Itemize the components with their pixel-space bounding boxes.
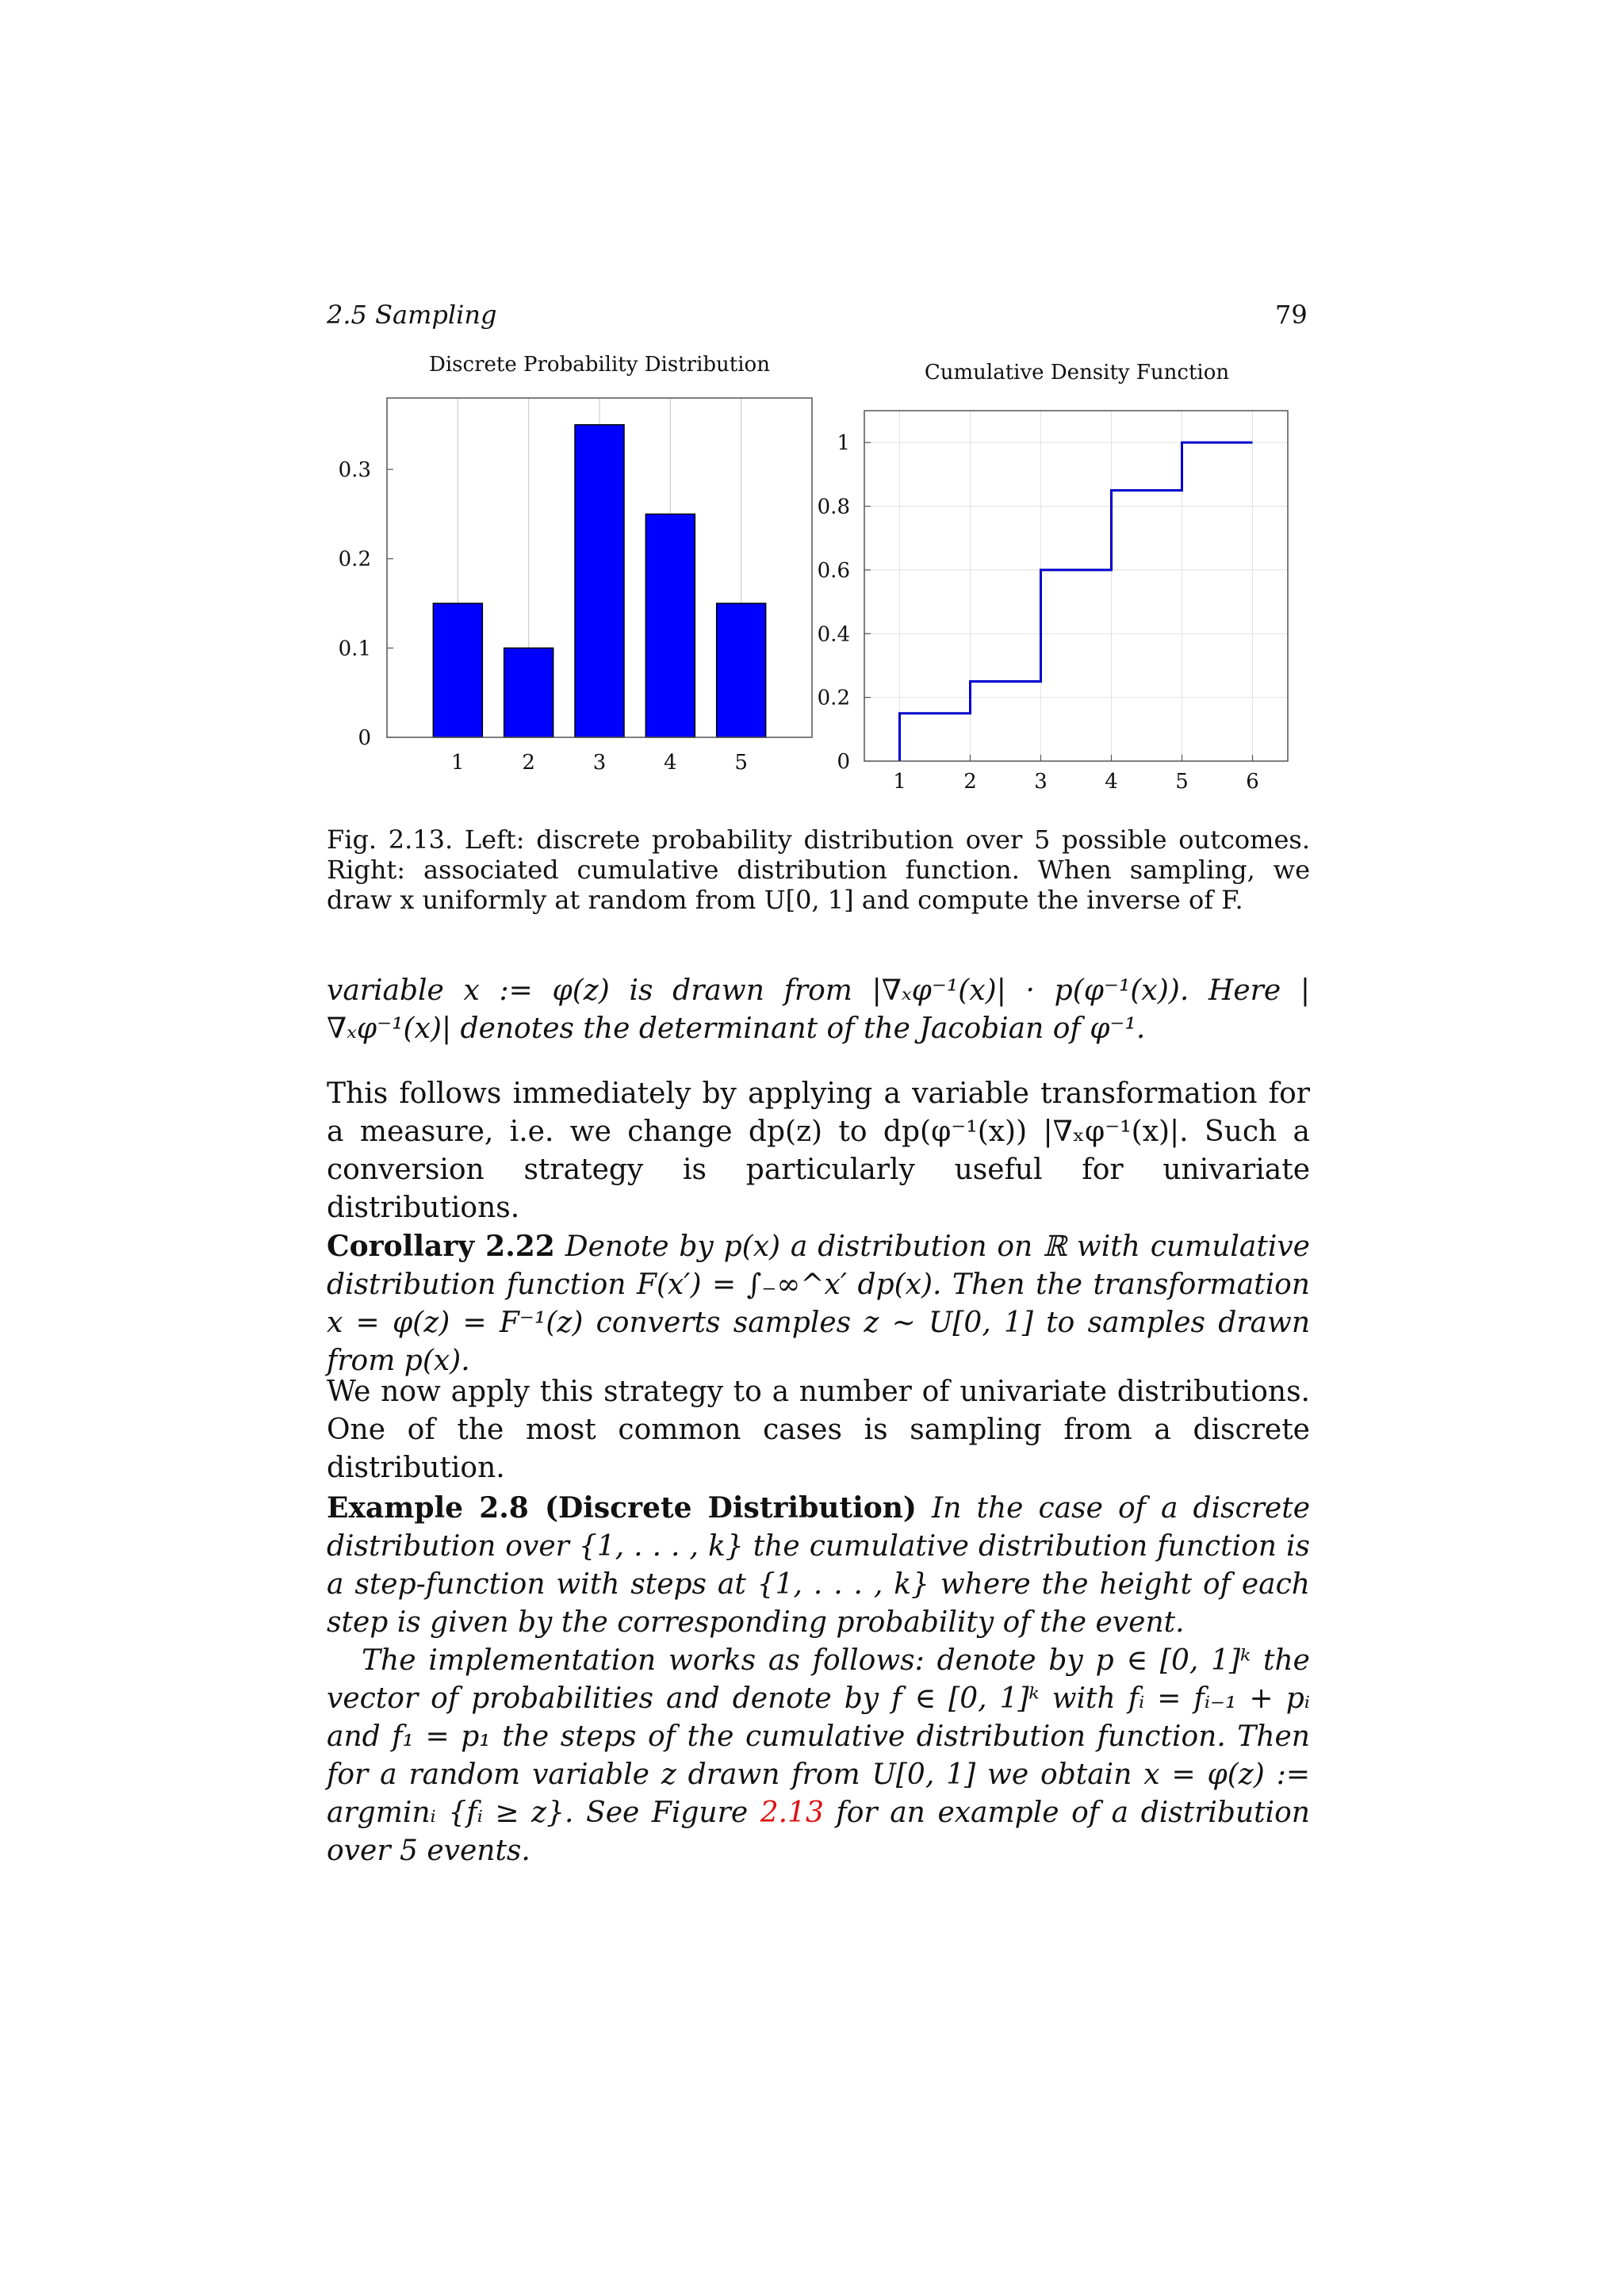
theorem-continuation: variable x := φ(z) is drawn from |∇ₓφ⁻¹(x)| · p(φ⁻¹(x)). Here |∇ₓφ⁻¹(x)| denotes the determinant of the Jacobian of φ⁻¹.: [327, 974, 1310, 1045]
bar-y-tick-label: 0.2: [338, 547, 371, 572]
cdf-x-tick-label: 2: [963, 770, 977, 794]
cdf-x-tick-label: 3: [1034, 770, 1048, 794]
example-implementation-text: The implementation works as follows: denote by p ∈ [0, 1]ᵏ the vector of probabilities and denote by f ∈ [0, 1]ᵏ with fᵢ = fᵢ₋₁ + pᵢ and f₁ = p₁ the steps of the cumulative distribution function. Then for a random variable z drawn from U[0, 1] we obtain x = φ(z) := argminᵢ {fᵢ ≥ z}. See Figure: [327, 1644, 1310, 1829]
bar-x-tick-label: 4: [664, 751, 677, 775]
bar-5: [717, 603, 766, 737]
cdf-plot-frame: [864, 411, 1288, 761]
bar-x-tick-label: 3: [592, 751, 607, 775]
figure-ref-link[interactable]: 2.13: [760, 1797, 824, 1829]
corollary-block: [327, 1227, 1310, 1380]
cdf-x-tick-label: 5: [1175, 770, 1189, 794]
caption-text: Left: discrete probability distribution over 5 possible outcomes. Right: associated cumulative distribution function. When sampling, we draw x uniformly at random from U[0, 1] and compute the inverse of F.: [327, 825, 1311, 915]
paragraph-transformation: This follows immediately by applying a variable transformation for a measure, i.e. we change dp(z) to dp(φ⁻¹(x)) |∇ₓφ⁻¹(x)|. Such a conversion strategy is particularly useful for univariate distributions.: [327, 1077, 1310, 1224]
bar-4: [645, 514, 695, 737]
example-block: [327, 1489, 1310, 1870]
bar-y-tick-label: 0.1: [338, 637, 371, 661]
example-implementation: [327, 1642, 1310, 1870]
bar-chart-title: Discrete Probability Distribution: [429, 353, 770, 377]
bar-y-tick-label: 0: [358, 726, 371, 750]
paragraph-univariate: We now apply this strategy to a number of univariate distributions. One of the most common cases is sampling from a discrete distribution.: [327, 1376, 1310, 1484]
corollary-text: Denote by p(x) a distribution on ℝ with cumulative distribution function F(x′) = ∫₋∞^x′ dp(x). Then the transformation x = φ(z) = F⁻¹(z) converts samples z ∼ U[0, 1] to samples drawn from p(x).: [327, 1230, 1310, 1377]
bar-x-tick-label: 5: [734, 751, 748, 775]
cdf-y-tick-label: 0: [837, 750, 850, 774]
cdf-chart-title: Cumulative Density Function: [924, 361, 1230, 385]
cdf-y-tick-label: 1: [837, 431, 850, 456]
corollary-label: Corollary 2.22: [327, 1230, 555, 1263]
bar-2: [504, 648, 553, 737]
caption-label: Fig. 2.13.: [327, 825, 454, 855]
cdf-step-line: [900, 442, 1253, 761]
cdf-y-tick-label: 0.4: [817, 622, 850, 647]
cdf-x-tick-label: 1: [893, 770, 906, 794]
bar-x-tick-label: 1: [451, 751, 465, 775]
cdf-y-tick-label: 0.8: [817, 495, 850, 519]
bar-chart: [317, 341, 825, 801]
example-label: Example 2.8 (Discrete Distribution): [327, 1491, 917, 1525]
bar-y-tick-label: 0.3: [338, 458, 371, 483]
cdf-y-tick-label: 0.6: [817, 558, 850, 583]
cdf-x-tick-label: 4: [1105, 770, 1118, 794]
bar-1: [433, 603, 482, 737]
example-text: In the case of a discrete distribution over {1, . . . , k} the cumulative distribution function is a step-function with steps at {1, . . . , k} where the height of each step is given by the corresponding probability of the event.: [327, 1492, 1311, 1639]
cdf-y-tick-label: 0.2: [817, 686, 850, 710]
bar-3: [575, 425, 624, 737]
cdf-x-tick-label: 6: [1246, 770, 1259, 794]
bar-x-tick-label: 2: [522, 751, 535, 775]
page-number: 79: [1275, 300, 1308, 330]
cdf-chart: [809, 349, 1316, 809]
example-implementation-end: for an example of a distribution over 5 events.: [327, 1797, 1310, 1867]
running-header: 2.5 Sampling: [327, 300, 497, 330]
figure-caption: [327, 825, 1310, 915]
